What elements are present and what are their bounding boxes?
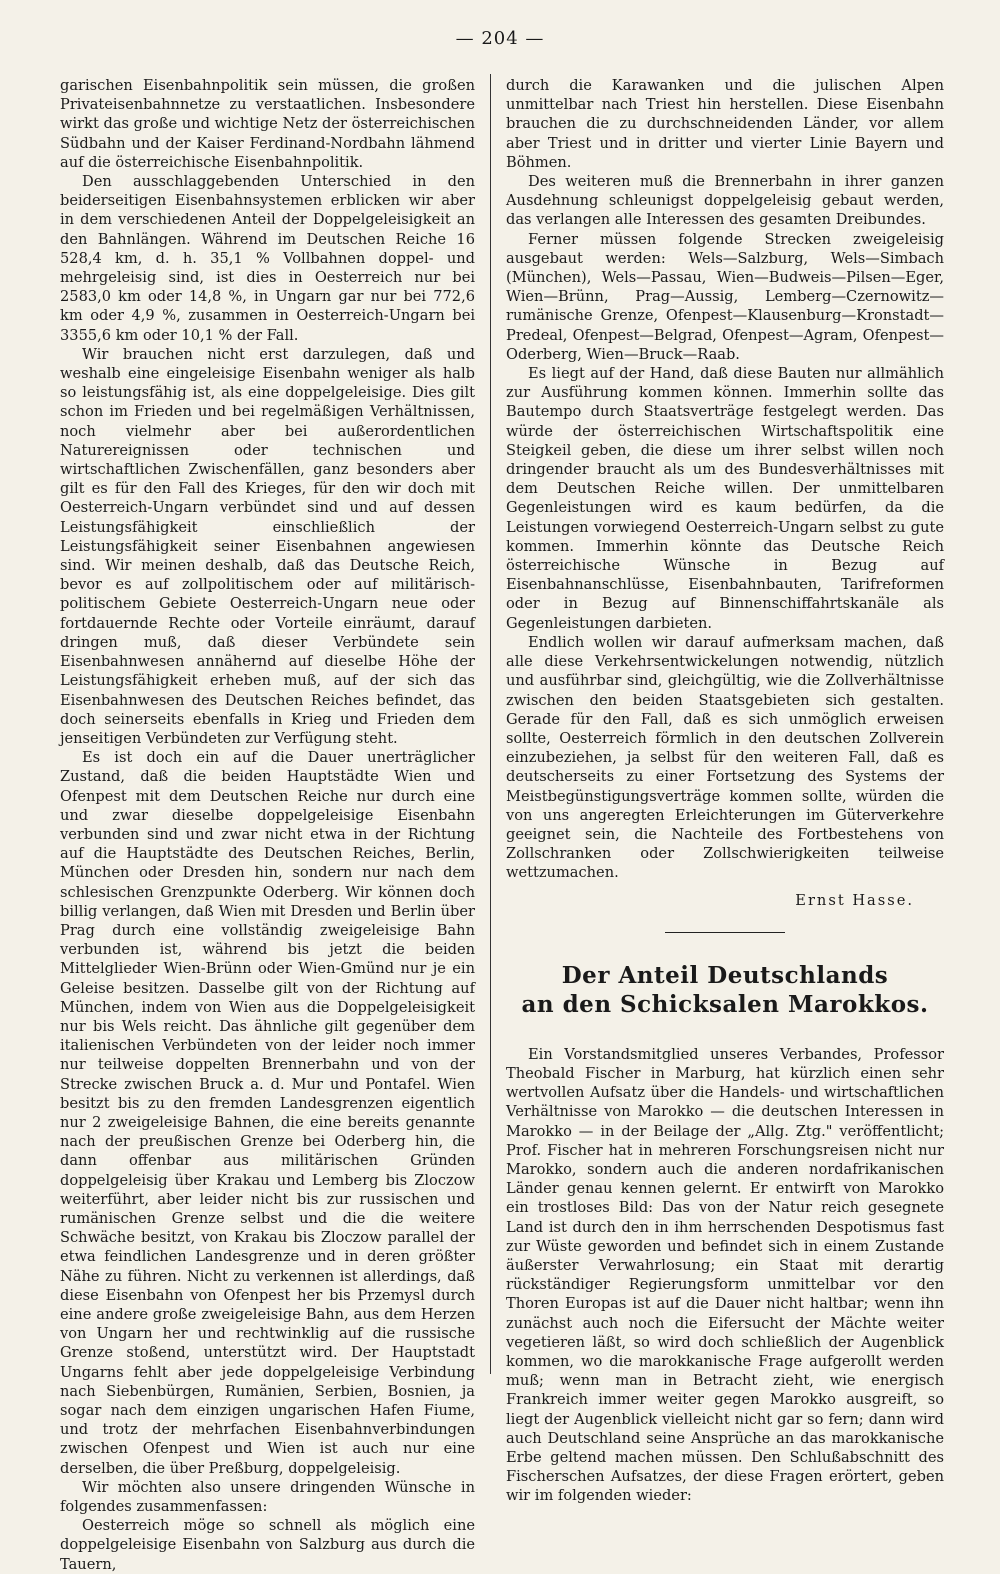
paragraph: Es liegt auf der Hand, daß diese Bauten nur allmählich zur Ausführung kommen können. Immerhin sollte das Bautempo durch Staatsverträge festgelegt werden. Das würde der österreichischen Wirtschaftspolitik eine Steigkeil geben, die diese um ihrer selbst willen noch dringender braucht als um des Bundesverhältnisses mit dem Deutschen Reiche willen. Der unmittelbaren Gegenleistungen wird es kaum bedürfen, da die Leistungen vorwiegend Oesterreich-Ungarn selbst zu gute kommen. Immerhin könnte das Deutsche Reich österreichische Wünsche in Bezug auf Eisenbahnanschlüsse, Eisenbahnbauten, Tarifreformen oder in Bezug auf Binnenschiffahrtskanäle als Gegenleistungen darbieten. (506, 365, 944, 632)
paragraph: durch die Karawanken und die julischen Alpen unmittelbar nach Triest hin herstellen. Diese Eisenbahn brauchen die zu durchschneidenden Länder, vor allem aber Triest und in dritter und vierter Linie Bayern und Böhmen. (506, 77, 944, 171)
paragraph: Wir möchten also unsere dringenden Wünsche in folgendes zusammenfassen: (60, 1478, 475, 1516)
headline-line: an den Schicksalen Marokkos. (521, 990, 929, 1018)
left-column (60, 76, 475, 1574)
section-separator (665, 932, 785, 933)
paragraph: Den ausschlaggebenden Unterschied in den beiderseitigen Eisenbahnsystemen erblicken wir aber in dem verschiedenen Anteil der Doppelgeleisigkeit an den Bahnlängen. Während im Deutschen Reiche 16 528,4 km, d. h. 35,1 % Vollbahnen doppel- und mehrgeleisig sind, ist dies in Oesterreich nur bei 2583,0 km oder 14,8 %, in Ungarn gar nur bei 772,6 km oder 4,9 %, zusammen in Oesterreich-Ungarn bei 3355,6 km oder 10,1 % der Fall. (60, 173, 475, 344)
author-signature: Ernst Hasse. (795, 891, 914, 909)
paragraph: Des weiteren muß die Brennerbahn in ihrer ganzen Ausdehnung schleunigst doppelgeleisig gebaut werden, das verlangen alle Interessen des gesamten Dreibundes. (506, 173, 944, 229)
paragraph: Es ist doch ein auf die Dauer unerträglicher Zustand, daß die beiden Hauptstädte Wien und Ofenpest mit dem Deutschen Reiche nur durch eine und zwar dieselbe doppelgeleisige Eisenbahn verbunden sind und zwar nicht etwa in der Richtung auf die Hauptstädte des Deutschen Reiches, Berlin, München oder Dresden hin, sondern nur nach dem schlesischen Grenzpunkte Oderberg. Wir können doch billig verlangen, daß Wien mit Dresden und Berlin über Prag durch eine vollständig zweigeleisige Bahn verbunden ist, während bis jetzt die beiden Mittelglieder Wien-Brünn oder Wien-Gmünd nur je ein Geleise besitzen. Dasselbe gilt von der Richtung auf München, indem von Wien aus die Doppelgeleisigkeit nur bis Wels reicht. Das ähnliche gilt gegenüber dem italienischen Verbündeten von der leider noch immer nur teilweise doppelten Brennerbahn und von der Strecke zwischen Bruck a. d. Mur und Pontafel. Wien besitzt bis zu den fremden Landesgrenzen eigentlich nur 2 zweigeleisige Bahnen, die eine bereits genannte nach der preußischen Grenze bei Oderberg hin, die dann offenbar aus militärischen Gründen doppelgeleisig über Krakau und Lemberg bis Zloczow weiterführt, aber leider nicht bis zur russischen und rumänischen Grenze selbst und die die weitere Schwäche besitzt, von Krakau bis Zloczow parallel der etwa feindlichen Landesgrenze und in deren größter Nähe zu führen. Nicht zu verkennen ist allerdings, daß diese Eisenbahn von Ofenpest her bis Przemysl durch eine andere große zweigeleisige Bahn, aus dem Herzen von Ungarn her und rechtwinklig auf die russische Grenze stoßend, unterstützt wird. Der Hauptstadt Ungarns fehlt aber jede doppelgeleisige Verbindung nach Siebenbürgen, Rumänien, Serbien, Bosnien, ja sogar nach dem einzigen ungarischen Hafen Fiume, und trotz der mehrfachen Eisenbahnverbindungen zwischen Ofenpest und Wien ist auch nur eine derselben, die über Preßburg, doppelgeleisig. (60, 749, 475, 1477)
article-paragraph: Ein Vorstandsmitglied unseres Verbandes, Professor Theobald Fischer in Marburg, hat kürzlich einen sehr wertvollen Aufsatz über die Handels- und wirtschaftlichen Verhältnisse von Marokko — die deutschen Interessen in Marokko — in der Beilage der „Allg. Ztg." veröffentlicht; Prof. Fischer hat in mehreren Forschungsreisen nicht nur Marokko, sondern auch die anderen nordafrikanischen Länder genau kennen gelernt. Er entwirft von Marokko ein trostloses Bild: Das von der Natur reich gesegnete Land ist durch den in ihm herrschenden Despotismus fast zur Wüste geworden und befindet sich in einem Zustande äußerster Verwahrlosung; ein Staat mit derartig rückständiger Regierungsform unmittelbar vor den Thoren Europas ist auf die Dauer nicht haltbar; wenn ihn zunächst auch noch die Eifersucht der Mächte weiter vegetieren läßt, so wird doch schließlich der Augenblick kommen, wo die marokkanische Frage aufgerollt werden muß; wenn man in Betracht zieht, wie energisch Frankreich immer weiter gegen Marokko ausgreift, so liegt der Augenblick vielleicht nicht gar so fern; dann wird auch Deutschland seine Ansprüche an das marokkanische Erbe geltend machen müssen. Den Schlußabschnitt des Fischerschen Aufsatzes, der diese Fragen erörtert, geben wir im folgenden wieder: (506, 1045, 944, 1505)
paragraph: Ferner müssen folgende Strecken zweigeleisig ausgebaut werden: Wels—Salzburg, Wels—Simbach (München), Wels—Passau, Wien—Budweis—Pilsen—Eger, Wien—Brünn, Prag—Aussig, Lemberg—Czernowitz—rumänische Grenze, Ofenpest—Klausenburg—Kronstadt—Predeal, Ofenpest—Belgrad, Ofenpest—Agram, Ofenpest—Oderberg, Wien—Bruck—Raab. (506, 230, 944, 363)
article-headline (506, 961, 944, 1019)
paragraph: Wir brauchen nicht erst darzulegen, daß und weshalb eine eingeleisige Eisenbahn weniger als halb so leistungsfähig ist, als eine doppelgeleisige. Dies gilt schon im Frieden und bei regelmäßigen Verhältnissen, noch vielmehr aber bei außerordentlichen Naturereignissen oder technischen und wirtschaftlichen Zwischenfällen, ganz besonders aber gilt es für den Fall des Krieges, für den wir doch mit Oesterreich-Ungarn verbündet sind und auf dessen Leistungsfähigkeit einschließlich der Leistungsfähigkeit seiner Eisenbahnen angewiesen sind. Wir meinen deshalb, daß das Deutsche Reich, bevor es auf zollpolitischem oder auf militärisch-politischem Gebiete Oesterreich-Ungarn neue oder fortdauernde Rechte oder Vorteile einräumt, darauf dringen muß, daß dieser Verbündete sein Eisenbahnwesen annähernd auf dieselbe Höhe der Leistungsfähigkeit erheben muß, auf der sich das Eisenbahnwesen des Deutschen Reiches befindet, das doch seinerseits ebenfalls in Krieg und Frieden dem jenseitigen Verbündeten zur Verfügung steht. (60, 345, 475, 747)
paragraph: Endlich wollen wir darauf aufmerksam machen, daß alle diese Verkehrsentwickelungen notwendig, nützlich und ausführbar sind, gleichgültig, wie die Zollverhältnisse zwischen den beiden Staatsgebieten sich gestalten. Gerade für den Fall, daß es sich unmöglich erweisen sollte, Oesterreich förmlich in den deutschen Zollverein einzubeziehen, ja selbst für den weiteren Fall, daß es deutscherseits zu einer Fortsetzung des Systems der Meistbegünstigungsverträge kommen sollte, würden die von uns angeregten Erleichterungen im Güterverkehre geeignet sein, die Nachteile des Fortbestehens von Zollschranken oder Zollschwierigkeiten teilweise wettzumachen. (506, 633, 944, 882)
headline-line: Der Anteil Deutschlands (561, 961, 889, 989)
page-number: — 204 — (455, 28, 545, 49)
column-divider (490, 74, 491, 1374)
paragraph: garischen Eisenbahnpolitik sein müssen, die großen Privateisenbahnnetze zu verstaatlichen. Insbesondere wirkt das große und wichtige Netz der österreichischen Südbahn und der Kaiser Ferdinand-Nordbahn lähmend auf die österreichische Eisenbahnpolitik. (60, 77, 476, 171)
right-column (506, 76, 944, 1506)
paragraph: Oesterreich möge so schnell als möglich eine doppelgeleisige Eisenbahn von Salzburg aus durch die Tauern, (60, 1517, 475, 1573)
